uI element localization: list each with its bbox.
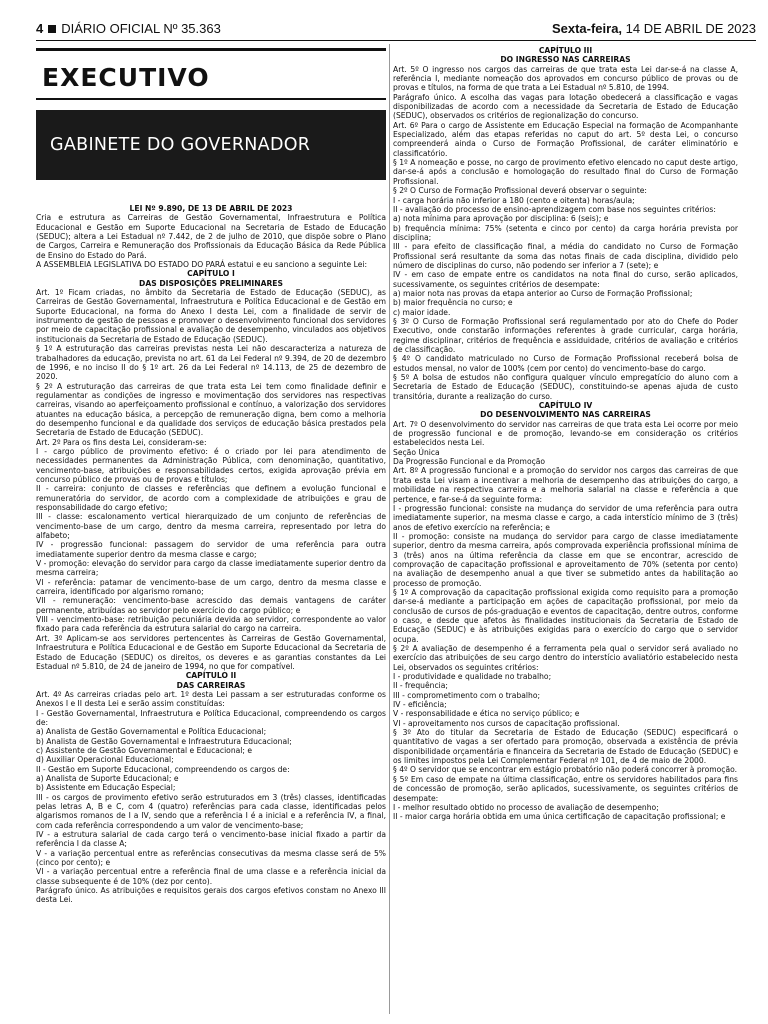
section-underline [36,98,386,100]
paragraph: Art. 7º O desenvolvimento do servidor nas carreiras de que trata esta Lei ocorre por meio de progressão funcional e de promoção, levando-se em consideração os critérios estabelecidos nesta Lei. [393,419,738,448]
paragraph: II - frequência; [393,681,448,691]
paragraph: b) Analista de Gestão Governamental e Infraestrutura Educacional; [36,736,292,746]
paragraph: § 1º A nomeação e posse, no cargo de provimento efetivo elencado no caput deste artigo, dar-se-á após a conclusão e homologação do resultado final do Curso de Formação Profissional. [393,158,738,186]
paragraph: Art. 4º As carreiras criadas pelo art. 1º desta Lei passam a ser estruturadas conforme os Anexos I e II desta Lei e serão assim constituídas: [36,689,386,709]
paragraph: VI - aproveitamento nos cursos de capacitação profissional. [393,718,620,728]
paragraph: Art. 3º Aplicam-se aos servidores pertencentes às Carreiras de Gestão Governamental, Infraestrutura e Política Educacional e de Gestão em Suporte Educacional da Secretaria de Estado de Educação (SEDUC) os direitos, os deveres e as garantias constantes da Lei Estadual nº 5.810, de 24 de janeiro de 1994, no que for compatível. [36,633,386,671]
paragraph: Da Progressão Funcional e da Promoção [393,457,546,467]
paragraph: Seção Única [393,447,440,457]
square-bullet-icon [48,25,56,33]
paragraph: V - responsabilidade e ética no serviço público; e [393,709,580,719]
paragraph: § 2º A avaliação de desempenho é a ferramenta pela qual o servidor será avaliado no exercício das atribuições de seu cargo dentro do interstício avaliatório estabelecido nesta Lei, observados os seguintes critérios: [393,644,738,672]
paragraph: Art. 5º O ingresso nos cargos das carreiras de que trata esta Lei dar-se-á na classe A, referência I, mediante nomeação dos aprovados em concurso público de provas ou de provas e títulos, na forma de que trata a Lei Estadual nº 5.810, de 1994. [393,64,738,93]
paragraph: a) Analista de Gestão Governamental e Política Educacional; [36,727,267,737]
chapter-1-text [36,288,386,671]
paragraph: a) Analista de Suporte Educacional; e [36,773,179,783]
paragraph: Art. 6º Para o cargo de Assistente em Educação Especial na formação de Acompanhante Especializado, além das etapas referidas no caput do art. 5º desta Lei, o concurso compreenderá ainda o Curso de Formação Profissional, de caráter eliminatório e classificatório. [393,120,738,158]
paragraph: § 3º O Curso de Formação Profissional será regulamentado por ato do Chefe do Poder Executivo, onde constarão informações referentes à grade curricular, carga horária, regime disciplinar, critérios de frequência e assiduidade, critérios de avaliação e critérios de classificação. [393,316,738,354]
header-date: 14 DE ABRIL DE 2023 [625,21,756,36]
paragraph: II - avaliação do processo de ensino-aprendizagem com base nos seguintes critérios: [393,204,716,214]
paragraph: I - Gestão Governamental, Infraestrutura e Política Educacional, compreendendo os cargos de: [36,708,386,727]
paragraph: § 4º O servidor que se encontrar em estágio probatório não poderá concorrer à promoção. [393,765,738,775]
paragraph: b) maior frequência no curso; e [393,298,513,308]
header-right [552,20,756,38]
header-rule [36,40,756,41]
gabinete-banner: GABINETE DO GOVERNADOR [36,110,386,180]
paragraph: IV - a estrutura salarial de cada cargo terá o vencimento-base inicial fixado a partir da referência I da classe A; [36,830,386,849]
paragraph: III - para efeito de classificação final, a média do candidato no Curso de Formação Profissional será resultante da soma das notas finais de cada disciplina, dividido pelo número de disciplinas do curso, não podendo ser inferior a 7 (sete); e [393,242,738,270]
chapter-2-title: CAPÍTULO II [185,671,237,681]
chapter-3-text [393,65,738,401]
paragraph: § 2º O Curso de Formação Profissional deverá observar o seguinte: [393,186,647,196]
page-header [36,20,756,38]
chapter-2-text [36,690,386,905]
header-left [36,20,221,38]
paragraph: Parágrafo único. A escolha das vagas para lotação obedecerá a classificação e vagas disponibilizadas de acordo com a necessidade da Secretaria de Estado de Educação (SEDUC), observados os critérios de regionalização do concurso. [393,92,738,121]
paragraph: a) nota mínima para aprovação por disciplina: 6 (seis); e [393,214,609,224]
paragraph: Parágrafo único. As atribuições e requisitos gerais dos cargos efetivos constam no Anexo III desta Lei. [36,886,386,905]
paragraph: I - cargo público de provimento efetivo: é o criado por lei para atendimento de necessidades permanentes da Administração Pública, com denominação, quantitativo, vencimento-base, atribuições e responsabilidades certos, exigida aprovação prévia em concurso público de provas ou de provas e títulos; [36,446,386,484]
paragraph: VII - remuneração: vencimento-base acrescido das demais vantagens de caráter permanente, atribuídas ao servidor pelo exercício do cargo público; e [36,596,386,615]
paragraph: III - classe: escalonamento vertical hierarquizado de um conjunto de referências de vencimento-base de um cargo, dentro da mesma carreira, representado por letra do alfabeto; [36,512,386,541]
paragraph: IV - progressão funcional: passagem do servidor de uma referência para outra imediatamente superior dentro da mesma classe e cargo; [36,540,386,559]
paragraph: I - progressão funcional: consiste na mudança do servidor de uma referência para outra imediatamente superior, na mesma classe e cargo, a cada interstício mínimo de 3 (três) anos de efetivo exercício na referência; e [393,503,738,532]
paragraph: VIII - vencimento-base: retribuição pecuniária devida ao servidor, correspondente ao valor fixado para cada referência da estrutura salarial do cargo na carreira. [36,615,386,634]
paragraph: d) Auxiliar Operacional Educacional; [36,755,174,765]
law-title: LEI Nº 9.890, DE 13 DE ABRIL DE 2023 [129,204,293,213]
paragraph: V - promoção: elevação do servidor para cargo da classe imediatamente superior dentro da mesma carreira; [36,559,386,578]
paragraph: § 1º A estruturação das carreiras previstas nesta Lei não descaracteriza a natureza de trabalhadores da educação, prevista no art. 61 da Lei Federal nº 9.394, de 20 de dezembro de 1996, e no inciso II do § 1º art. 26 da Lei Federal nº 14.113, de 25 de dezembro de 2020. [36,344,386,382]
paragraph: c) Assistente de Gestão Governamental e Educacional; e [36,745,253,755]
column-divider [389,44,390,1014]
paragraph: III - comprometimento com o trabalho; [393,690,541,700]
paragraph: b) Assistente em Educação Especial; [36,783,176,793]
paragraph: Art. 1º Ficam criadas, no âmbito da Secretaria de Estado de Educação (SEDUC), as Carreiras de Gestão Governamental, Infraestrutura e Política Educacional e de Gestão em Suporte Educacional, na forma do Anexo I desta Lei, com a finalidade de servir de instrumento de gestão de pessoas e promover o desenvolvimento funcional dos servidores por meio de capacitação profissional e avaliação de desempenho, vinculados aos objetivos institucionais da Secretaria de Estado de Educação (SEDUC). [36,288,386,344]
paragraph: I - melhor resultado obtido no processo de avaliação de desempenho; [393,802,659,812]
law-body-right [393,46,738,822]
paragraph: II - Gestão em Suporte Educacional, compreendendo os cargos de: [36,764,290,774]
law-preamble: A ASSEMBLEIA LEGISLATIVA DO ESTADO DO PARÁ estatui e eu sanciono a seguinte Lei: [36,260,368,270]
paragraph: § 4º O candidato matriculado no Curso de Formação Profissional receberá bolsa de estudos mensal, no valor de 100% (cem por cento) do vencimento-base do cargo. [393,354,738,373]
left-column [36,48,386,905]
paragraph: VI - referência: patamar de vencimento-base de um cargo, dentro da mesma classe e carreira, identificado por algarismo romano; [36,577,386,597]
paragraph: § 2º A estruturação das carreiras de que trata esta Lei tem como finalidade definir e regulamentar as condições de ingresso e movimentação dos servidores nas respectivas carreiras, visando ao aperfeiçoamento profissional e contínuo, a valorização dos servidores atuantes na educação básica, a percepção de remuneração digna, bem como a melhoria do desempenho funcional e da qualidade dos serviços de educação básica prestados pela Secretaria de Estado de Educação (SEDUC). [36,381,386,438]
chapter-1-name: DAS DISPOSIÇÕES PRELIMINARES [139,278,283,288]
chapter-3-title: CAPÍTULO III [538,46,593,55]
paragraph: Art. 2º Para os fins desta Lei, consideram-se: [36,437,207,447]
paragraph: III - os cargos de provimento efetivo serão estruturados em 3 (três) classes, identificadas pelas letras A, B e C, com 4 (quatro) referências para cada classe, identificadas pelos algarismos romanos de I a IV, sendo que a referência I é a inicial e a referência IV, a final, com cada referência correspondendo a um valor de vencimento-base; [36,792,386,830]
paragraph: IV - em caso de empate entre os candidatos na nota final do curso, serão aplicados, sucessivamente, os seguintes critérios de desempate: [393,270,738,289]
chapter-4-name: DO DESENVOLVIMENTO NAS CARREIRAS [480,410,651,420]
law-ementa: Cria e estrutura as Carreiras de Gestão Governamental, Infraestrutura e Política Educacional e Gestão em Suporte Educacional na Secretaria de Estado de Educação (SEDUC); altera a Lei Estadual nº 7.442, de 2 de julho de 2010, que dispõe sobre o Plano de Cargos, Carreira e Remuneração dos Profissionais da Educação Básica da Rede Pública de Ensino do Estado do Pará. [36,213,386,260]
publication-name: DIÁRIO OFICIAL Nº 35.363 [61,21,221,36]
paragraph: § 5º A bolsa de estudos não configura qualquer vínculo empregatício do aluno com a Secretaria de Estado de Educação (SEDUC), constituindo-se apenas ajuda de custo transitória, durante a realização do curso. [393,373,738,401]
paragraph: I - carga horária não inferior a 180 (cento e oitenta) horas/aula; [393,195,635,205]
paragraph: VI - a variação percentual entre a referência final de uma classe e a referência inicial da classe subsequente é de 10% (dez por cento). [36,867,386,886]
chapter-2-name: DAS CARREIRAS [176,680,246,690]
page-number: 4 [36,21,44,36]
paragraph: II - promoção: consiste na mudança do servidor para cargo de classe imediatamente superior, dentro da mesma carreira, após comprovada experiência profissional mínima de 3 (três) anos na última referência da classe em que se encontrar, acrescido de comprovação de capacitação profissional e aproveitamento de 70% (setenta por cento) na avaliação de desempenho anual a que tiver se submetido antes da habilitação ao processo de promoção. [393,531,738,588]
paragraph: IV - eficiência; [393,700,447,710]
paragraph: a) maior nota nas provas da etapa anterior ao Curso de Formação Profissional; [393,288,693,298]
paragraph: II - maior carga horária obtida em uma única certificação de capacitação profissional; e [393,812,726,822]
header-weekday: Sexta-feira, [551,21,623,36]
paragraph: b) frequência mínima: 75% (setenta e cinco por cento) da carga horária prevista por disciplina; [393,223,738,242]
section-title: EXECUTIVO [36,48,386,96]
law-body-left [36,204,386,905]
right-column [393,46,738,822]
chapter-1-title: CAPÍTULO I [187,269,235,279]
paragraph: c) maior idade. [393,307,451,317]
paragraph: § 1º A comprovação da capacitação profissional exigida como requisito para a promoção dar-se-á mediante a participação em ações de capacitação profissional, por meio da conclusão de cursos de pós-graduação e eventos de capacitação, dentre outros, conforme o caso, e desde que afetos às finalidades institucionais da Secretaria de Estado de Educação (SEDUC) e às atribuições exigidas para o exercício do cargo que o servidor ocupa. [393,587,738,644]
chapter-4-text [393,420,738,822]
paragraph: Art. 8º A progressão funcional e a promoção do servidor nos cargos das carreiras de que trata esta Lei visam a incentivar a melhoria de desempenho das atribuições do cargo, a mobilidade na respectiva carreira e a melhoria salarial na classe e referência a que pertence, e far-se-á da seguinte forma: [393,466,738,504]
paragraph: § 5º Em caso de empate na última classificação, entre os servidores habilitados para fins de concessão de promoção, serão aplicados, sucessivamente, os seguintes critérios de desempate: [393,774,738,803]
chapter-3-name: DO INGRESSO NAS CARREIRAS [500,55,631,65]
paragraph: II - carreira: conjunto de classes e referências que definem a evolução funcional e remuneratória do servidor, de acordo com a complexidade de atribuições e grau de responsabilidade do cargo efetivo; [36,484,386,512]
paragraph: § 3º Ato do titular da Secretaria de Estado de Educação (SEDUC) especificará o quantitativo de vagas a ser ofertado para promoção, observada a existência de prévia disponibilidade orçamentária e financeira da Secretaria de Estado de Educação (SEDUC) e os limites impostos pela Lei Complementar Federal nº 101, de 4 de maio de 2000. [393,728,738,766]
chapter-4-title: CAPÍTULO IV [538,401,593,411]
paragraph: V - a variação percentual entre as referências consecutivas da mesma classe será de 5% (cinco por cento); e [36,848,386,868]
paragraph: I - produtividade e qualidade no trabalho; [393,672,552,682]
